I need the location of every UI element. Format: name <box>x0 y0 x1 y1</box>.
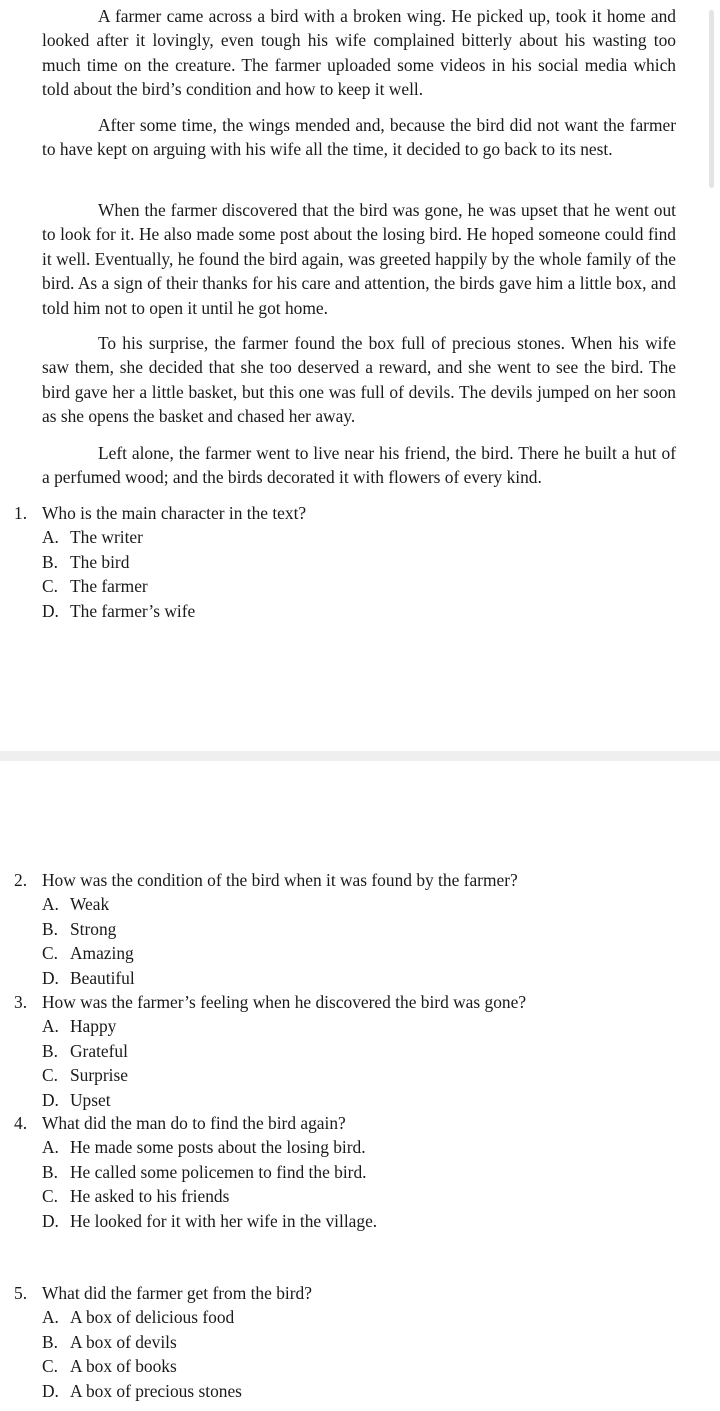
option-text: Amazing <box>70 943 134 964</box>
answer-option[interactable] <box>14 1354 694 1378</box>
option-text: Weak <box>70 894 110 915</box>
option-text: He made some posts about the losing bird. <box>70 1137 366 1158</box>
option-letter: D. <box>42 600 59 621</box>
option-text: Upset <box>70 1089 111 1110</box>
question-number: 2. <box>14 870 28 890</box>
option-text: Grateful <box>70 1040 128 1061</box>
answer-options <box>14 1305 694 1403</box>
passage-paragraph-2: After some time, the wings mended and, because the bird did not want the farmer to have kept on arguing with his wife all the time, it decided to go back to its nest. <box>42 115 676 160</box>
option-text: A box of delicious food <box>70 1307 235 1328</box>
answer-options <box>14 892 694 990</box>
option-letter: C. <box>42 1356 58 1377</box>
option-text: A box of books <box>70 1356 177 1377</box>
question-text: What did the farmer get from the bird? <box>42 1283 312 1303</box>
question-number: 3. <box>14 992 28 1012</box>
option-letter: D. <box>42 967 59 988</box>
question-stem <box>14 868 694 892</box>
option-letter: A. <box>42 1307 59 1328</box>
option-text: A box of devils <box>70 1331 177 1352</box>
option-text: He asked to his friends <box>70 1186 230 1207</box>
answer-option[interactable] <box>14 1135 694 1159</box>
answer-option[interactable] <box>14 1088 694 1112</box>
passage-paragraph-1: A farmer came across a bird with a broken wing. He picked up, took it home and looked after it lovingly, even tough his wife complained bitterly about his wasting too much time on the creature. The farmer uploaded some videos in his social media which told about the bird’s condition and how to keep it well. <box>42 6 676 100</box>
option-letter: C. <box>42 943 58 964</box>
answer-option[interactable] <box>14 1014 694 1038</box>
option-text: The writer <box>70 527 143 548</box>
answer-options <box>14 525 694 623</box>
option-text: The farmer <box>70 576 148 597</box>
option-text: A box of precious stones <box>70 1380 242 1401</box>
answer-options <box>14 1014 694 1112</box>
option-letter: B. <box>42 918 58 939</box>
option-letter: B. <box>42 1161 58 1182</box>
option-text: Beautiful <box>70 967 135 988</box>
option-letter: C. <box>42 576 58 597</box>
answer-option[interactable] <box>14 525 694 549</box>
option-text: He called some policemen to find the bird. <box>70 1161 367 1182</box>
option-letter: A. <box>42 1137 59 1158</box>
answer-option[interactable] <box>14 1184 694 1208</box>
question-4 <box>14 1111 694 1233</box>
answer-options <box>14 1135 694 1233</box>
answer-option[interactable] <box>14 574 694 598</box>
question-number: 1. <box>14 503 28 523</box>
answer-option[interactable] <box>14 1039 694 1063</box>
answer-option[interactable] <box>14 599 694 623</box>
answer-option[interactable] <box>14 1209 694 1233</box>
question-stem <box>14 501 694 525</box>
answer-option[interactable] <box>14 966 694 990</box>
option-letter: D. <box>42 1089 59 1110</box>
answer-option[interactable] <box>14 1379 694 1403</box>
option-letter: B. <box>42 551 58 572</box>
option-letter: D. <box>42 1380 59 1401</box>
answer-option[interactable] <box>14 941 694 965</box>
option-text: He looked for it with her wife in the village. <box>70 1210 378 1231</box>
option-text: Strong <box>70 918 117 939</box>
option-letter: B. <box>42 1040 58 1061</box>
passage-paragraph-5: Left alone, the farmer went to live near his friend, the bird. There he built a hut of a perfumed wood; and the birds decorated it with flowers of every kind. <box>42 443 676 488</box>
question-text: Who is the main character in the text? <box>42 503 307 523</box>
page-separator <box>0 751 720 761</box>
answer-option[interactable] <box>14 550 694 574</box>
question-stem <box>14 1111 694 1135</box>
answer-option[interactable] <box>14 1305 694 1329</box>
question-stem <box>14 1281 694 1305</box>
passage-paragraph-3: When the farmer discovered that the bird was gone, he was upset that he went out to look for it. He also made some post about the losing bird. He hoped someone could find it well. Eventually, he found the bird again, was greeted happily by the whole family of the bird. As a sign of their thanks for his care and attention, the birds gave him a little box, and told him not to open it until he got home. <box>42 200 676 318</box>
answer-option[interactable] <box>14 892 694 916</box>
question-number: 4. <box>14 1113 28 1133</box>
option-text: Happy <box>70 1016 117 1037</box>
option-letter: A. <box>42 894 59 915</box>
answer-option[interactable] <box>14 1160 694 1184</box>
question-2 <box>14 868 694 990</box>
question-stem <box>14 990 694 1014</box>
option-letter: A. <box>42 1016 59 1037</box>
question-text: What did the man do to find the bird again? <box>42 1113 346 1133</box>
passage-paragraph-4: To his surprise, the farmer found the box full of precious stones. When his wife saw them, she decided that she too deserved a reward, and she went to see the bird. The bird gave her a little basket, but this one was full of devils. The devils jumped on her soon as she opens the basket and chased her away. <box>42 333 676 427</box>
question-1 <box>14 501 694 623</box>
scrollbar-thumb[interactable] <box>709 10 714 188</box>
answer-option[interactable] <box>14 917 694 941</box>
option-letter: C. <box>42 1186 58 1207</box>
question-3 <box>14 990 694 1112</box>
document-page-2 <box>0 761 720 1411</box>
question-number: 5. <box>14 1283 28 1303</box>
option-letter: C. <box>42 1065 58 1086</box>
answer-option[interactable] <box>14 1063 694 1087</box>
option-text: Surprise <box>70 1065 128 1086</box>
option-letter: D. <box>42 1210 59 1231</box>
question-text: How was the farmer’s feeling when he discovered the bird was gone? <box>42 992 527 1012</box>
option-letter: A. <box>42 527 59 548</box>
question-text: How was the condition of the bird when it was found by the farmer? <box>42 870 518 890</box>
question-5 <box>14 1281 694 1403</box>
option-text: The bird <box>70 551 130 572</box>
answer-option[interactable] <box>14 1330 694 1354</box>
option-text: The farmer’s wife <box>70 600 196 621</box>
option-letter: B. <box>42 1331 58 1352</box>
